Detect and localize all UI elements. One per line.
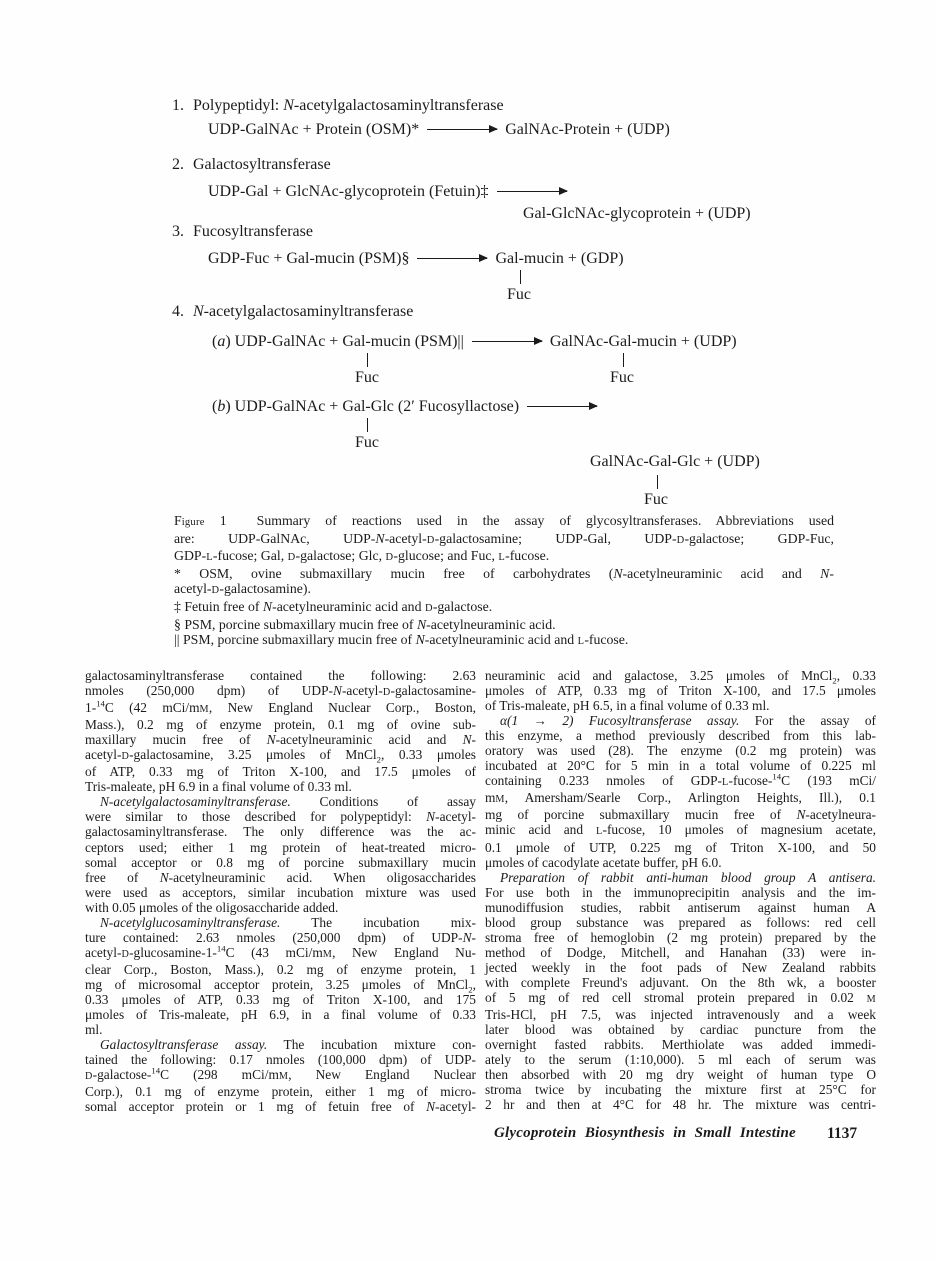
text-line: Tris-HCl, pH 7.5, was injected intravenously and a week (485, 1007, 876, 1023)
reaction-4b-equation (212, 398, 605, 416)
text-line: Figure 1 Summary of reactions used in the assay of glycosyltransferases. Abbreviations used (174, 513, 834, 528)
reaction-4b-product (590, 453, 760, 471)
bond-line (367, 418, 368, 432)
text-line: incubated at 20°C for 5 min in a total volume of 0.225 ml (485, 758, 876, 774)
equation-rhs: GalNAc-Gal-Glc + (UDP) (590, 453, 760, 470)
equation-rhs: Gal-GlcNAc-glycoprotein + (UDP) (523, 205, 751, 222)
text-line: of Tris-maleate, pH 6.5, in a final volume of 0.33 ml. (485, 698, 770, 714)
reaction-number: 4. (172, 303, 184, 320)
text-line: μmoles of cacodylate acetate buffer, pH 6.0. (485, 854, 722, 870)
equation-rhs: GalNAc-Protein + (UDP) (505, 121, 670, 138)
text-line: ture contained: 2.63 nmoles (250,000 dpm) of UDP-N- (85, 929, 476, 945)
text-line: were similar to those described for polypeptidyl: N-acetyl- (85, 809, 476, 825)
text-line: Preparation of rabbit anti-human blood group A antisera. (500, 869, 876, 885)
text-line: D-galactose-$^{14}$C (298 mCi/mM, New England Nuclear (85, 1065, 476, 1083)
text-line: N-acetylglucosaminyltransferase. The incubation mix- (100, 914, 476, 930)
text-line: ‡ Fetuin free of N-acetylneuraminic acid and D-galactose. (174, 598, 493, 614)
fuc-substituent-label: Fuc (507, 286, 531, 303)
text-line: jected weekly in the foot pads of New Zealand rabbits (485, 959, 876, 975)
text-line: galactosaminyltransferase. The only difference was the ac- (85, 824, 476, 840)
text-line: N-acetylgalactosaminyltransferase. Conditions of assay (100, 794, 476, 810)
text-line: acetyl-D-galactosamine, 3.25 μmoles of MnCl$_2$, 0.33 μmoles (85, 747, 476, 765)
left-column (85, 668, 476, 1114)
reaction-arrow-icon (497, 191, 567, 192)
fuc-substituent-label: Fuc (355, 369, 379, 386)
reaction-3-title (172, 223, 313, 241)
reaction-arrow-icon (527, 406, 597, 407)
reaction-2-product (523, 205, 751, 223)
text-line: μmoles of ATP, 0.33 mg of Triton X-100, and 17.5 μmoles (485, 683, 876, 699)
text-line: free of N-acetylneuraminic acid. When oligosaccharides (85, 869, 476, 885)
fuc-substituent-label: Fuc (610, 369, 634, 386)
text-line: § PSM, porcine submaxillary mucin free of N-acetylneuraminic acid. (174, 616, 556, 632)
equation-lhs: (b) UDP-GalNAc + Gal-Glc (2′ Fucosyllactose) (212, 398, 520, 415)
text-line: oratory was used (28). The enzyme (0.2 mg protein) was (485, 743, 876, 759)
reaction-1-title (172, 97, 504, 115)
reaction-4-title (172, 303, 413, 321)
text-line: of ATP, 0.33 mg of Triton X-100, and 17.5 μmoles of (85, 764, 476, 780)
text-line: somal acceptor protein or 1 mg of fetuin free of N-acetyl- (85, 1099, 476, 1115)
reaction-1-equation (208, 121, 670, 139)
figure-caption (174, 513, 834, 650)
text-line: α(1 → 2) Fucosyltransferase assay. For the assay of (500, 713, 876, 729)
reaction-arrow-icon (417, 258, 487, 259)
text-line: ately to the serum (1:10,000). 5 ml each of serum was (485, 1052, 876, 1068)
text-line: method of Dodge, Mitchell, and Hanahan (33) were in- (485, 944, 876, 960)
text-line: mM, Amersham/Searle Corp., Arlington Heights, Ill.), 0.1 (485, 790, 876, 806)
fuc-substituent-label: Fuc (355, 434, 379, 451)
bond-line (657, 475, 658, 489)
text-line: stroma free of hemoglobin (2 mg protein) prepared by the (485, 929, 876, 945)
reaction-number: 2. (172, 156, 184, 173)
reaction-number: 1. (172, 97, 184, 114)
text-line: acetyl-D-galactosamine). (174, 581, 311, 597)
reaction-2-title (172, 156, 331, 174)
text-line: somal acceptor or 0.8 mg of porcine submaxillary mucin (85, 854, 476, 870)
text-line: with complete Freund's adjuvant. On the 8th wk, a booster (485, 974, 876, 990)
text-line: acetyl-D-glucosamine-1-$^{14}$C (43 mCi/mM, New England Nu- (85, 943, 476, 960)
text-line: with 0.05 μmoles of the oligosaccharide added. (85, 899, 339, 915)
text-line: clear Corp., Boston, Mass.), 0.2 mg of enzyme protein, 1 (85, 961, 476, 977)
fuc-substituent-label: Fuc (644, 491, 668, 508)
reaction-name: N-acetylgalactosaminyltransferase (193, 303, 414, 320)
text-line: GDP-L-fucose; Gal, D-galactose; Glc, D-glucose; and Fuc, L-fucose. (174, 548, 550, 564)
text-line: containing 0.233 nmoles of GDP-L-fucose-$^{14}$C (193 mCi/ (485, 771, 876, 789)
text-line: were used as acceptors, similar incubation mixture was used (85, 884, 476, 900)
text-line: stroma twice by incubating the mixture first at 25°C for (485, 1082, 876, 1098)
text-line: this enzyme, a method previously described from this lab- (485, 728, 876, 744)
reaction-3-equation (208, 250, 624, 268)
reaction-number: 3. (172, 223, 184, 240)
text-line: 2 hr and then at 4°C for 48 hr. The mixture was centri- (485, 1097, 876, 1113)
text-line: tained the following: 0.17 nmoles (100,000 dpm) of UDP- (85, 1052, 476, 1068)
text-line: maxillary mucin free of N-acetylneuraminic acid and N- (85, 732, 476, 748)
equation-lhs: UDP-Gal + GlcNAc-glycoprotein (Fetuin)‡ (208, 183, 489, 200)
page-number: 1137 (827, 1125, 858, 1142)
reaction-arrow-icon (472, 341, 542, 342)
text-line: then absorbed with 20 mg dry weight of human type O (485, 1067, 876, 1083)
right-column (485, 668, 876, 1112)
text-line: For use both in the immunoprecipitin analysis and the im- (485, 884, 876, 900)
text-line: overnight fasted rabbits. Merthiolate was added immedi- (485, 1037, 876, 1053)
text-line: 0.33 μmoles of ATP, 0.33 mg of Triton X-100, and 175 (85, 991, 476, 1007)
text-line: Corp.), 0.1 mg of enzyme protein, either 1 mg of micro- (85, 1084, 476, 1100)
bond-line (367, 353, 368, 367)
equation-lhs: GDP-Fuc + Gal-mucin (PSM)§ (208, 250, 410, 267)
reaction-4a-equation (212, 333, 737, 351)
text-line: mg of microsomal acceptor protein, 3.25 μmoles of MnCl$_2$, (85, 976, 476, 995)
equation-lhs: UDP-GalNAc + Protein (OSM)* (208, 121, 420, 138)
text-line: are: UDP-GalNAc, UDP-N-acetyl-D-galactosamine; UDP-Gal, UDP-D-galactose; GDP-Fuc, (174, 530, 834, 546)
bond-line (520, 270, 521, 284)
text-line: of 5 mg of red cell stromal protein prepared in 0.02 M (485, 989, 876, 1005)
reaction-2-equation (208, 183, 575, 201)
text-line: ml. (85, 1022, 103, 1038)
bond-line (623, 353, 624, 367)
text-line: ceptors used; either 1 mg protein of heat-treated micro- (85, 839, 476, 855)
text-line: minic acid and L-fucose, 10 μmoles of magnesium acetate, (485, 822, 876, 838)
text-line: blood group substance was prepared as follows: red cell (485, 914, 876, 930)
text-line: Tris-maleate, pH 6.9 in a final volume of 0.33 ml. (85, 779, 352, 795)
text-line: neuraminic acid and galactose, 3.25 μmoles of MnCl$_2$, 0.33 (485, 668, 876, 686)
reaction-name: Fucosyltransferase (193, 223, 313, 240)
text-line: 1-$^{14}$C (42 mCi/mM, New England Nuclear Corp., Boston, (85, 698, 476, 716)
text-line: * OSM, ovine submaxillary mucin free of carbohydrates (N-acetylneuraminic acid and N- (174, 565, 834, 581)
text-line: || PSM, porcine submaxillary mucin free of N-acetylneuraminic acid and L-fucose. (174, 632, 629, 648)
text-line: Mass.), 0.2 mg of enzyme protein, 0.1 mg of ovine sub- (85, 717, 476, 733)
reaction-name: Galactosyltransferase (193, 156, 331, 173)
reaction-arrow-icon (427, 129, 497, 130)
running-title: Glycoprotein Biosynthesis in Small Intestine (494, 1125, 796, 1141)
text-line: later blood was obtained by cardiac puncture from the (485, 1022, 876, 1038)
equation-rhs: GalNAc-Gal-mucin + (UDP) (549, 333, 737, 350)
text-line: munodiffusion studies, rabbit antiserum against human A (485, 899, 876, 915)
reaction-name: Polypeptidyl: N-acetylgalactosaminyltransferase (193, 97, 504, 114)
text-line: μmoles of Tris-maleate, pH 6.9, in a final volume of 0.33 (85, 1007, 476, 1023)
text-line: nmoles (250,000 dpm) of UDP-N-acetyl-D-galactosamine- (85, 683, 476, 699)
text-line: galactosaminyltransferase contained the following: 2.63 (85, 668, 476, 683)
text-line: Galactosyltransferase assay. The incubation mixture con- (100, 1037, 476, 1053)
equation-rhs: Gal-mucin + (GDP) (495, 250, 624, 267)
text-line: 0.1 μmole of UTP, 0.225 mg of Triton X-100, and 50 (485, 839, 876, 855)
equation-lhs: (a) UDP-GalNAc + Gal-mucin (PSM)|| (212, 333, 464, 350)
text-line: mg of porcine submaxillary mucin free of N-acetylneura- (485, 807, 876, 823)
